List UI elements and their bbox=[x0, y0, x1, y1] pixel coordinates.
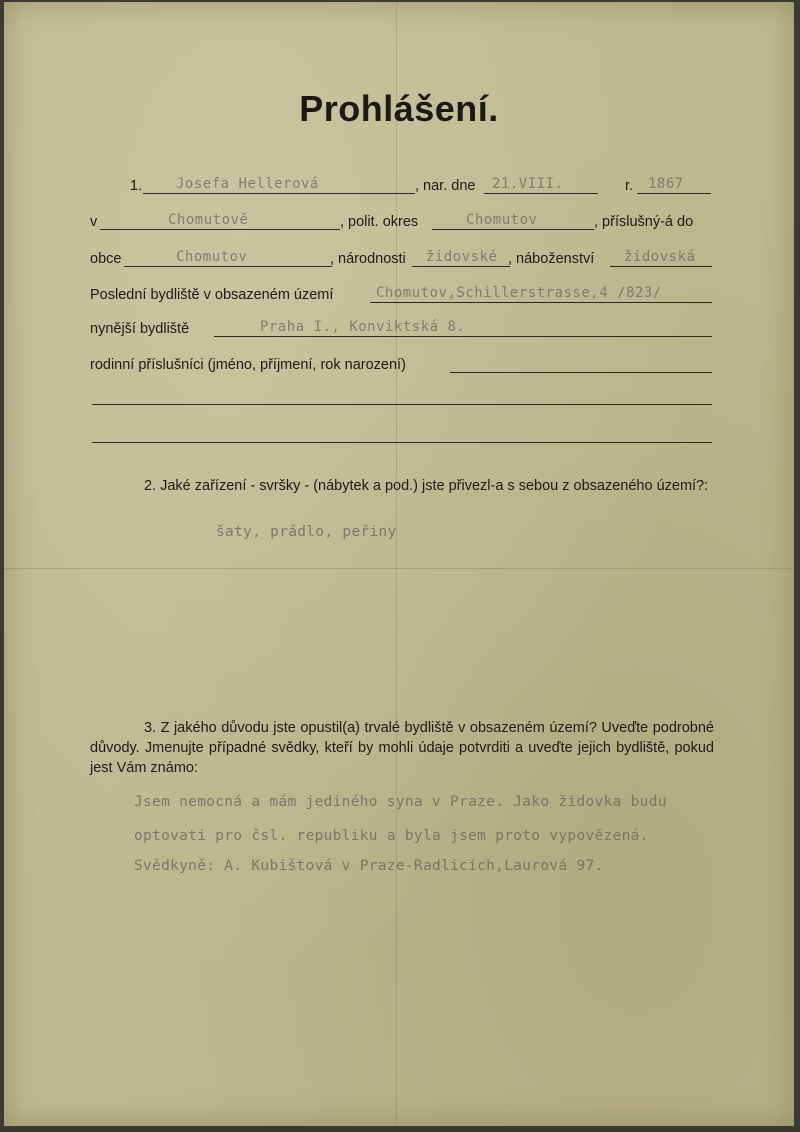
section2-question: 2. Jaké zařízení - svršky - (nábytek a pod.) jste přivezl-a s sebou z obsazeného území?: bbox=[144, 478, 709, 494]
religion-value: židovská bbox=[624, 249, 696, 265]
family-label: rodinní příslušníci (jméno, příjmení, rok narození) bbox=[90, 357, 406, 373]
current-residence-row bbox=[88, 315, 714, 339]
nationality-line bbox=[412, 266, 510, 267]
fold-crease bbox=[4, 568, 794, 569]
district-label: , polit. okres bbox=[340, 214, 419, 230]
section2-answer: šaty, prádlo, peřiny bbox=[216, 524, 397, 540]
born-date-value: 21.VIII. bbox=[492, 176, 564, 192]
section3-answer-line: Svědkyně: A. Kubištová v Praze-Radlicích,Laurová 97. bbox=[134, 858, 604, 874]
place-row bbox=[88, 208, 714, 232]
v-line bbox=[100, 229, 340, 230]
obec-line bbox=[124, 266, 332, 267]
current-residence-value: Praha I., Konviktská 8. bbox=[260, 319, 466, 335]
born-date-line bbox=[484, 193, 598, 194]
religion-line bbox=[610, 266, 712, 267]
v-label: v bbox=[90, 214, 98, 230]
family-blank-line bbox=[92, 404, 712, 405]
born-label: , nar. dne bbox=[415, 178, 476, 194]
family-line bbox=[450, 372, 712, 373]
section3-answer-line: optovati pro čsl. republiku a byla jsem proto vypovězená. bbox=[134, 828, 649, 844]
born-year-value: 1867 bbox=[648, 176, 684, 192]
name-line bbox=[143, 193, 415, 194]
nationality-label: , národnosti bbox=[330, 251, 406, 267]
v-value: Chomutově bbox=[168, 212, 249, 228]
last-residence-label: Poslední bydliště v obsazeném území bbox=[90, 287, 334, 303]
district-value: Chomutov bbox=[466, 212, 538, 228]
name-row bbox=[88, 172, 714, 196]
last-residence-line bbox=[370, 302, 712, 303]
fold-crease bbox=[396, 2, 397, 1126]
last-residence-row bbox=[88, 281, 714, 305]
religion-label: , náboženství bbox=[508, 251, 595, 267]
document-page bbox=[4, 2, 794, 1126]
name-value: Josefa Hellerová bbox=[176, 176, 319, 192]
obec-row bbox=[88, 245, 714, 269]
family-blank-line bbox=[92, 442, 712, 443]
year-label: r. bbox=[625, 178, 634, 194]
born-year-line bbox=[637, 193, 711, 194]
nationality-value: židovské bbox=[426, 249, 498, 265]
current-residence-line bbox=[214, 336, 712, 337]
belong-label: , příslušný-á do bbox=[594, 214, 694, 230]
document-title: Prohlášení. bbox=[299, 88, 499, 129]
current-residence-label: nynější bydliště bbox=[90, 321, 190, 337]
family-row bbox=[88, 351, 714, 375]
obec-label: obce bbox=[90, 251, 122, 267]
section3-answer-line: Jsem nemocná a mám jediného syna v Praze. Jako židovka budu bbox=[134, 794, 667, 810]
district-line bbox=[432, 229, 594, 230]
section3-question: 3. Z jakého důvodu jste opustil(a) trvalé bydliště v obsazeném území? Uveďte podrobné důvody. Jmenujte případné svědky, kteří by mohli údaje potvrditi a uveďte jejich bydliště, pokud jest Vám známo: bbox=[90, 720, 714, 776]
last-residence-value: Chomutov,Schillerstrasse,4 /823/ bbox=[376, 285, 662, 301]
obec-value: Chomutov bbox=[176, 249, 248, 265]
item-number: 1. bbox=[130, 178, 143, 194]
